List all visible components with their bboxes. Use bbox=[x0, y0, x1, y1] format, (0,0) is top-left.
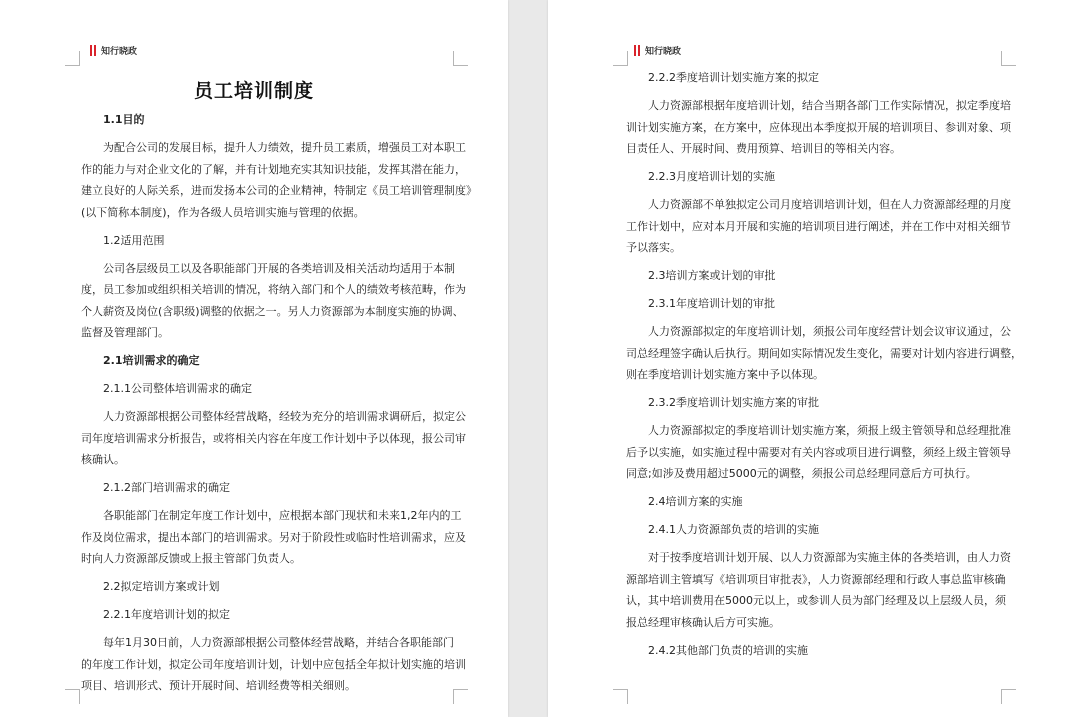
section-heading: 2.4.1人力资源部负责的培训的实施 bbox=[648, 523, 819, 536]
body-text-line: 训计划实施方案，在方案中，应体现出本季度拟开展的培训项目、参训对象、项 bbox=[626, 120, 1011, 134]
body-text-line: 建立良好的人际关系，进而发扬本公司的企业精神，特制定《员工培训管理制度》 bbox=[81, 184, 477, 197]
logo-bars-icon bbox=[90, 45, 96, 56]
crop-mark-top-left bbox=[65, 51, 80, 66]
section-heading: 2.3.2季度培训计划实施方案的审批 bbox=[648, 396, 819, 409]
section-heading: 2.2拟定培训方案或计划 bbox=[103, 580, 220, 593]
section-heading: 1.1目的 bbox=[103, 113, 145, 126]
body-text-line: 人力资源部拟定的年度培训计划，须报公司年度经营计划会议审议通过，公 bbox=[648, 325, 1011, 338]
crop-mark-top-right bbox=[453, 51, 468, 66]
body-text-line: 予以落实。 bbox=[626, 241, 681, 254]
body-text-line: 个人薪资及岗位(含职级)调整的依据之一。另人力资源部为本制度实施的协调、 bbox=[81, 304, 464, 318]
logo-bars-icon bbox=[634, 45, 640, 56]
body-text-line: 报总经理审核确认后方可实施。 bbox=[626, 615, 780, 629]
logo-text: 知行晓政 bbox=[101, 47, 138, 57]
crop-mark-bottom-right bbox=[1001, 689, 1016, 704]
section-heading: 2.2.3月度培训计划的实施 bbox=[648, 170, 775, 183]
body-text-line: 核确认。 bbox=[81, 453, 125, 466]
header-logo bbox=[90, 44, 137, 57]
section-heading: 2.2.2季度培训计划实施方案的拟定 bbox=[648, 71, 819, 84]
crop-mark-bottom-left bbox=[613, 689, 628, 704]
section-heading: 2.3.1年度培训计划的审批 bbox=[648, 297, 775, 310]
body-text-line: 认，其中培训费用在5000元以上，或参训人员为部门经理及以上层级人员，须 bbox=[626, 594, 1006, 607]
section-heading: 2.1.2部门培训需求的确定 bbox=[103, 481, 230, 494]
body-text-line: 人力资源部不单独拟定公司月度培训培训计划，但在人力资源部经理的月度 bbox=[648, 198, 1011, 211]
right-page-body bbox=[626, 67, 1022, 661]
body-text-line: (以下简称本制度)，作为各级人员培训实施与管理的依据。 bbox=[81, 205, 365, 219]
body-text-line: 司年度培训需求分析报告，或将相关内容在年度工作计划中予以体现，报公司审 bbox=[81, 431, 466, 445]
logo-text: 知行晓政 bbox=[645, 47, 682, 57]
body-text-line: 司总经理签字确认后执行。期间如实际情况发生变化，需要对计划内容进行调整， bbox=[626, 346, 1022, 360]
body-text-line: 作的能力与对企业文化的了解，并有计划地充实其知识技能，发挥其潜在能力， bbox=[81, 162, 466, 176]
body-text-line: 每年1月30日前，人力资源部根据公司整体经营战略，并结合各职能部门 bbox=[103, 636, 454, 649]
body-text-line: 人力资源部拟定的季度培训计划实施方案，须报上级主管领导和总经理批准 bbox=[648, 424, 1011, 437]
body-text-line: 目责任人、开展时间、费用预算、培训目的等相关内容。 bbox=[626, 142, 901, 155]
crop-mark-bottom-right bbox=[453, 689, 468, 704]
section-heading: 2.2.1年度培训计划的拟定 bbox=[103, 608, 230, 621]
body-text-line: 后予以实施，如实施过程中需要对有关内容或项目进行调整，须经上级主管领导 bbox=[626, 445, 1011, 459]
section-heading: 2.4.2其他部门负责的培训的实施 bbox=[648, 643, 808, 657]
body-text-line: 对于按季度培训计划开展、以人力资源部为实施主体的各类培训，由人力资 bbox=[648, 551, 1011, 564]
body-text-line: 作及岗位需求，提出本部门的培训需求。另对于阶段性或临时性培训需求，应及 bbox=[81, 530, 466, 544]
body-text-line: 度，员工参加或组织相关培训的情况，将纳入部门和个人的绩效考核范畴，作为 bbox=[81, 283, 466, 296]
section-heading: 2.1.1公司整体培训需求的确定 bbox=[103, 382, 252, 395]
body-text-line: 人力资源部根据公司整体经营战略，经较为充分的培训需求调研后，拟定公 bbox=[103, 410, 466, 423]
body-text-line: 源部培训主管填写《培训项目审批表》，人力资源部经理和行政人事总监审核确 bbox=[626, 572, 1006, 586]
body-text-line: 的年度工作计划，拟定公司年度培训计划，计划中应包括全年拟计划实施的培训 bbox=[81, 657, 466, 671]
section-heading: 2.3培训方案或计划的审批 bbox=[648, 269, 776, 282]
body-text-line: 各职能部门在制定年度工作计划中，应根据本部门现状和未来1,2年内的工 bbox=[103, 509, 462, 522]
section-heading: 2.1培训需求的确定 bbox=[103, 354, 200, 367]
document-page-left bbox=[0, 0, 508, 717]
section-heading: 1.2适用范围 bbox=[103, 233, 165, 247]
document-page-right bbox=[548, 0, 1080, 717]
body-text-line: 公司各层级员工以及各职能部门开展的各类培训及相关活动均适用于本制 bbox=[103, 261, 455, 275]
body-text-line: 项目、培训形式、预计开展时间、培训经费等相关细则。 bbox=[81, 679, 356, 692]
crop-mark-top-left bbox=[613, 51, 628, 66]
document-title: 员工培训制度 bbox=[193, 80, 314, 102]
crop-mark-bottom-left bbox=[65, 689, 80, 704]
body-text-line: 同意;如涉及费用超过5000元的调整，须报公司总经理同意后方可执行。 bbox=[626, 467, 977, 480]
body-text-line: 监督及管理部门。 bbox=[81, 326, 169, 339]
body-text-line: 人力资源部根据年度培训计划，结合当期各部门工作实际情况，拟定季度培 bbox=[648, 99, 1011, 112]
section-heading: 2.4培训方案的实施 bbox=[648, 495, 743, 508]
body-text-line: 为配合公司的发展目标，提升人力绩效，提升员工素质，增强员工对本职工 bbox=[103, 141, 466, 154]
body-text-line: 则在季度培训计划实施方案中予以体现。 bbox=[626, 368, 824, 381]
left-page-body bbox=[81, 109, 477, 697]
body-text-line: 工作计划中，应对本月开展和实施的培训项目进行阐述，并在工作中对相关细节 bbox=[626, 219, 1011, 233]
body-text-line: 时向人力资源部反馈或上报主管部门负责人。 bbox=[81, 552, 301, 565]
header-logo bbox=[634, 44, 681, 57]
crop-mark-top-right bbox=[1001, 51, 1016, 66]
